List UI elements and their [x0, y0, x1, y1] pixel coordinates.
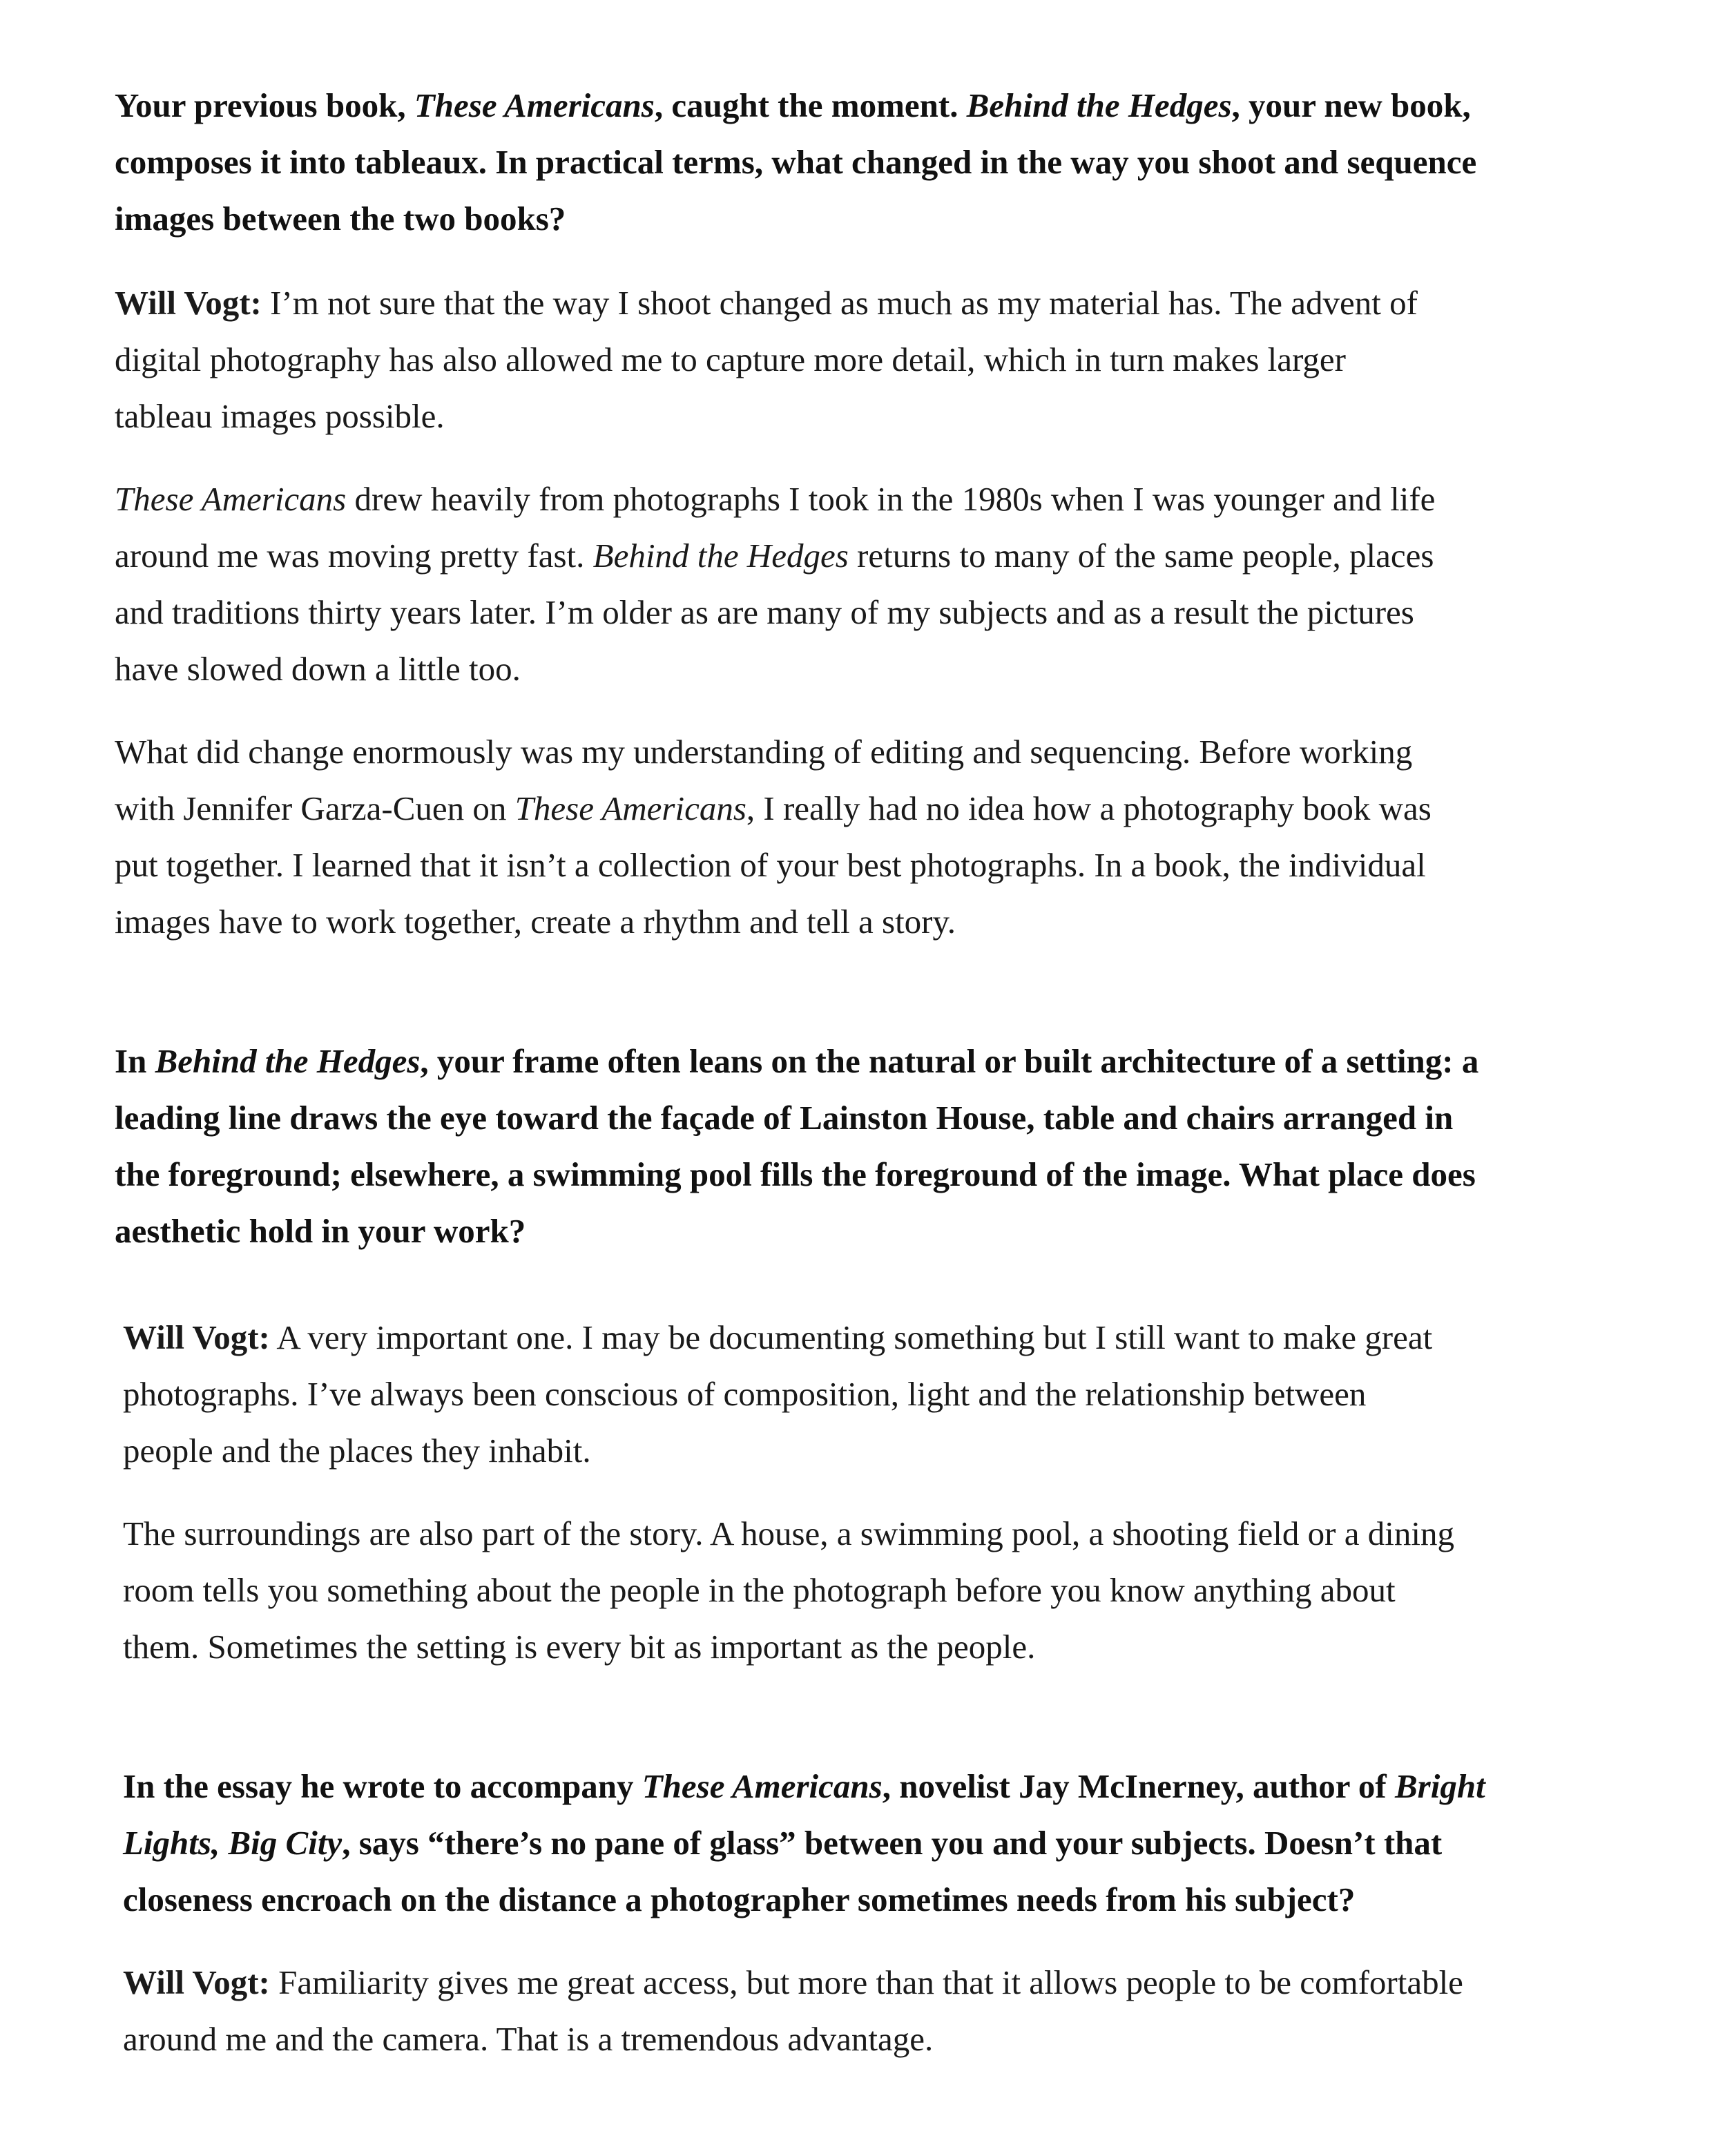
text-run: , says “there’s no pane of glass” between you and your subjects. Doesn’t that [342, 1824, 1443, 1862]
speaker-name: Will Vogt: [123, 1963, 270, 2001]
answer-2-p1-line-3: people and the places they inhabit. [123, 1432, 591, 1470]
text-run: around me was moving pretty fast. [115, 537, 593, 575]
answer-2-p1-line-1 [123, 1309, 1628, 1366]
answer-1-paragraph-3 [115, 724, 1620, 950]
answer-2-p2-line-3: them. Sometimes the setting is every bit as important as the people. [123, 1628, 1036, 1666]
text-run: A very important one. I may be documenting something but I still want to make great [269, 1318, 1433, 1356]
answer-2-p2-line-2: room tells you something about the people in the photograph before you know anything about [123, 1571, 1396, 1609]
answer-1-p3-line-2 [115, 780, 1620, 837]
answer-1-p3-line-4: images have to work together, create a rhythm and tell a story. [115, 903, 956, 941]
answer-2-paragraph-1 [123, 1309, 1628, 1479]
question-2-line-2: leading line draws the eye toward the façade of Lainston House, table and chairs arranged in [115, 1099, 1454, 1137]
answer-2-p1-line-2: photographs. I’ve always been conscious of composition, light and the relationship between [123, 1375, 1367, 1413]
answer-1-paragraph-1 [115, 275, 1620, 445]
answer-3-p1-line-1 [123, 1954, 1628, 2011]
question-2-line-4: aesthetic hold in your work? [115, 1212, 526, 1250]
question-3-line-3: closeness encroach on the distance a photographer sometimes needs from his subject? [123, 1880, 1356, 1918]
answer-1-p2-line-1 [115, 471, 1620, 528]
book-title: These Americans [414, 86, 655, 124]
text-run: , your new book, [1231, 86, 1471, 124]
text-run: , I really had no idea how a photography book was [746, 789, 1432, 827]
book-title: Bright [1394, 1767, 1485, 1805]
book-title: Behind the Hedges [155, 1042, 421, 1080]
text-run: returns to many of the same people, places [848, 537, 1434, 575]
answer-1-p2-line-2 [115, 528, 1620, 584]
text-run: , caught the moment. [654, 86, 967, 124]
text-run: , novelist Jay McInerney, author of [882, 1767, 1395, 1805]
book-title: Behind the Hedges [592, 537, 849, 575]
text-run: with Jennifer Garza-Cuen on [115, 789, 515, 827]
text-run: Your previous book, [115, 86, 414, 124]
answer-2-paragraph-2 [123, 1505, 1628, 1675]
text-run: drew heavily from photographs I took in the 1980s when I was younger and life [346, 480, 1436, 518]
answer-3-paragraph-1 [123, 1954, 1628, 2068]
question-3 [123, 1758, 1628, 1928]
text-run: In [115, 1042, 155, 1080]
question-3-line-2 [123, 1815, 1628, 1871]
question-1 [115, 77, 1620, 247]
book-title: These Americans [115, 480, 347, 518]
answer-1-paragraph-2 [115, 471, 1620, 697]
question-1-line-3: images between the two books? [115, 200, 566, 238]
text-run: , your frame often leans on the natural or built architecture of a setting: a [420, 1042, 1479, 1080]
book-title: Behind the Hedges [966, 86, 1232, 124]
speaker-name: Will Vogt: [115, 284, 262, 322]
answer-1-p1-line-1 [115, 275, 1620, 331]
speaker-name: Will Vogt: [123, 1318, 270, 1356]
text-run: Familiarity gives me great access, but more than that it allows people to be comfortable [269, 1963, 1463, 2001]
question-2-line-1 [115, 1033, 1620, 1090]
question-1-line-1 [115, 77, 1620, 134]
book-title: These Americans [514, 789, 746, 827]
question-3-line-1 [123, 1758, 1628, 1815]
answer-1-p1-line-2: digital photography has also allowed me to capture more detail, which in turn makes larger [115, 340, 1346, 378]
answer-1-p2-line-3: and traditions thirty years later. I’m older as are many of my subjects and as a result the pictures [115, 593, 1414, 631]
book-title: These Americans [642, 1767, 883, 1805]
answer-2-p2-line-1: The surroundings are also part of the story. A house, a swimming pool, a shooting field or a dining [123, 1514, 1454, 1552]
text-run: In the essay he wrote to accompany [123, 1767, 642, 1805]
answer-1-p2-line-4: have slowed down a little too. [115, 650, 521, 688]
question-2-line-3: the foreground; elsewhere, a swimming pool fills the foreground of the image. What place does [115, 1155, 1476, 1193]
book-title: Lights, Big City [123, 1824, 343, 1862]
answer-1-p1-line-3: tableau images possible. [115, 397, 445, 435]
question-2 [115, 1033, 1620, 1260]
question-1-line-2: composes it into tableaux. In practical terms, what changed in the way you shoot and sequence [115, 143, 1477, 181]
text-run: I’m not sure that the way I shoot changed as much as my material has. The advent of [261, 284, 1418, 322]
answer-1-p3-line-1: What did change enormously was my understanding of editing and sequencing. Before working [115, 733, 1413, 771]
answer-1-p3-line-3: put together. I learned that it isn’t a collection of your best photographs. In a book, the individual [115, 846, 1426, 884]
answer-3-p1-line-2: around me and the camera. That is a tremendous advantage. [123, 2020, 934, 2058]
